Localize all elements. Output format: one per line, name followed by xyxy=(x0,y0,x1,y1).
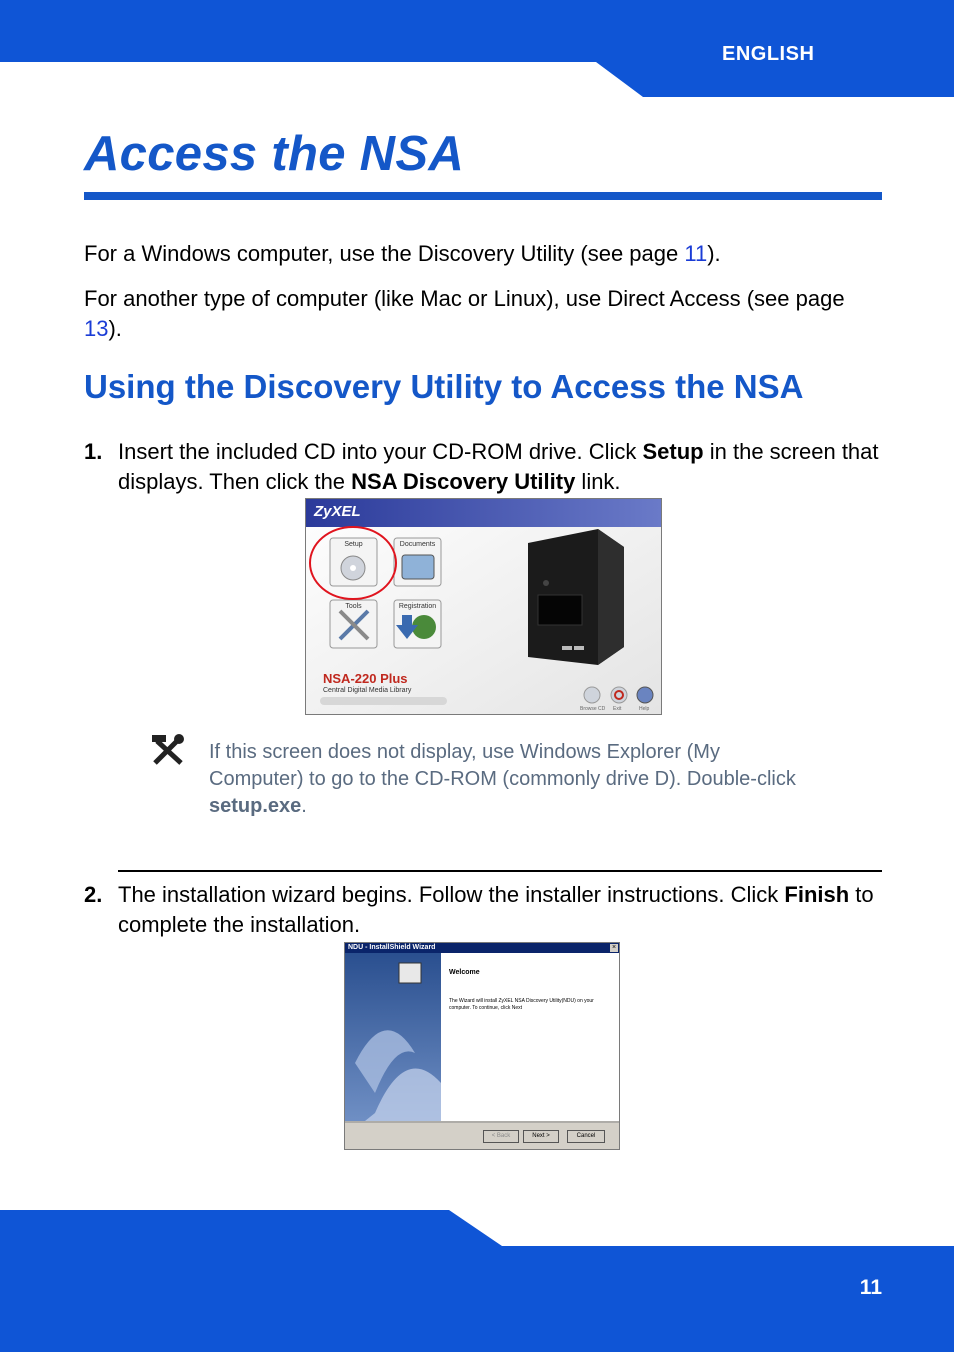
intro-other: For another type of computer (like Mac or Linux), use Direct Access (see page 13). xyxy=(84,286,845,341)
tools-tile[interactable]: Tools xyxy=(345,603,362,610)
cd-splash-screenshot xyxy=(305,498,662,715)
wizard-body: The Wizard will install ZyXEL NSA Discovery Utility(NDU) on your computer. To continue, click Next xyxy=(449,998,594,1011)
step-1: 1. Insert the included CD into your CD-ROM drive. Click Setup in the screen that displays. Then click the NSA Discovery Utility link. xyxy=(84,439,879,494)
page-link-11[interactable]: 11 xyxy=(684,241,708,266)
documents-tile[interactable]: Documents xyxy=(399,541,436,548)
step-number: 2. xyxy=(84,882,103,907)
tools-icon xyxy=(151,733,187,767)
wizard-welcome: Welcome xyxy=(449,969,480,976)
zyxel-logo: ZyXEL xyxy=(314,503,361,520)
copyright-bar xyxy=(320,697,447,705)
exit-button[interactable]: Exit xyxy=(613,706,622,712)
install-wizard-screenshot xyxy=(344,942,620,1150)
note-text: If this screen does not display, use Windows Explorer (My Computer) to go to the CD-ROM (commonly drive D). Double-click setup.exe. xyxy=(209,741,796,817)
section-heading: Using the Discovery Utility to Access the NSA xyxy=(84,368,804,405)
step-2: 2. The installation wizard begins. Follow the installer instructions. Click Finish to complete the installation. xyxy=(84,882,874,937)
close-icon[interactable]: × xyxy=(611,944,617,951)
registration-tile[interactable]: Registration xyxy=(398,603,437,610)
page-number: 11 xyxy=(859,1276,882,1299)
cancel-button[interactable]: Cancel xyxy=(567,1130,605,1143)
back-button[interactable]: < Back xyxy=(483,1130,519,1143)
footer-band xyxy=(0,1210,954,1352)
title-rule xyxy=(84,192,882,200)
next-button[interactable]: Next > xyxy=(523,1130,559,1143)
wizard-title-bar: NDU - InstallShield Wizard xyxy=(345,943,619,953)
page-title: Access the NSA xyxy=(84,127,465,181)
language-label: ENGLISH xyxy=(722,43,815,65)
separator xyxy=(118,870,882,872)
model-name: NSA-220 Plus xyxy=(323,671,408,686)
page-link-13[interactable]: 13 xyxy=(84,316,109,341)
step-number: 1. xyxy=(84,439,103,464)
intro-windows: For a Windows computer, use the Discovery Utility (see page 11). xyxy=(84,241,721,266)
setup-tile[interactable]: Setup xyxy=(344,541,363,548)
browse-cd-button[interactable]: Browse CD xyxy=(580,706,606,712)
help-button[interactable]: Help xyxy=(639,706,650,712)
model-subtitle: Central Digital Media Library xyxy=(323,687,412,694)
